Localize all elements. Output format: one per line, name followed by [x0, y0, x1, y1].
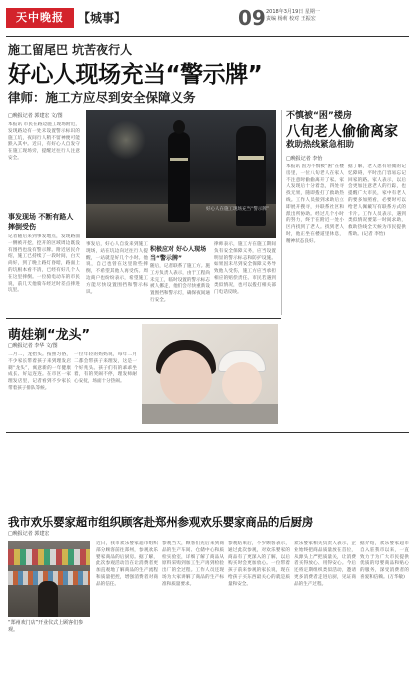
- feature-title: 萌娃剃“龙头”: [8, 328, 91, 343]
- right-column-b: 据了解，老人患有轻微的记忆障碍，平时出门容易忘记回家的路。家人表示，以后会更加注意老人的行踪，也提醒广大市民，家中有老人的要多加照看，必要时可以给老人佩戴写有联系方式的卡片。工作人员表示，遇到类似情况要第一时间求助，救助热线全天候为市民提供帮助。(记者 李怡): [348, 164, 406, 237]
- main-column-1: [8, 112, 80, 356]
- bottom-photo: [8, 541, 90, 617]
- bottom-byline: □晚报记者 郭建宏: [8, 531, 50, 537]
- section-divider: [6, 318, 281, 319]
- bottom-column-3: 参观结束后，不少顾客表示，通过此次参观，对欢乐婴家的商品有了更深入的了解，以后购买时会更加放心。一位带着孩子前来参观的家长说，现在给孩子买东西最关心的就是质量和安全。: [228, 541, 290, 587]
- feature-byline: □晚报记者 李华 文/图: [8, 343, 58, 349]
- section-label: 【城事】: [78, 11, 127, 25]
- person-silhouette: [168, 132, 190, 222]
- street-light: [106, 120, 146, 160]
- main-photo: [86, 110, 276, 238]
- reflective-stripe: [238, 156, 264, 160]
- main-column-3: [150, 242, 210, 305]
- reflective-stripe: [170, 158, 188, 161]
- bottom-headline: 我市欢乐婴家超市组织顾客赴郑州参观欢乐婴家商品的后厨房: [8, 515, 314, 529]
- baby-face: [222, 362, 262, 406]
- customer-silhouette: [38, 581, 58, 617]
- photo-caption: 好心人在施工现场充当“警示牌”: [206, 207, 270, 212]
- date-info: [266, 9, 406, 23]
- section1-title: 事发现场 不断有路人摔倒受伤: [8, 213, 74, 231]
- section2-body: 随后，记者联系了施工方。施工方负责人表示，由于工程尚未完工，临时设置的警示标志被人挪走，他们会尽快重新设置围挡和警示灯，确保夜间通行安全。: [150, 264, 210, 303]
- feature-photo: [142, 324, 278, 424]
- main-subheadline: 律师：施工方应尽到安全保障义务: [8, 90, 196, 105]
- adult-face: [160, 350, 212, 406]
- bottom-divider: [6, 432, 409, 433]
- bottom-column-5: 据介绍，欢乐婴家超市自入驻我市以来，一直致力于为广大市民提供优质的母婴商品和贴心的服务，深受消费者的喜爱和信赖。(万华敏): [360, 541, 409, 580]
- newspaper-logo: 天中晚报: [6, 8, 74, 28]
- bottom-column-1: 近日，我市欢乐婴家超市组织部分顾客前往郑州，参观欢乐婴家商品的后厨房。据了解，此次参观活动旨在让消费者更加直观地了解商品的生产流程和质量把控，增强消费者对商品的信任。: [96, 541, 158, 587]
- column-divider: [281, 110, 282, 315]
- feature-column-a: 二月二，龙抬头。按照习俗，不少家长带着孩子来到理发店剃“龙头”，寓意新的一年健康成长、好运连连。在市区一家理发店里，记者看到不少家长带着孩子排队等候。: [8, 352, 71, 391]
- masthead-divider: [6, 36, 409, 37]
- masthead: [6, 6, 409, 36]
- date-line: 2018年3月19日 星期一: [266, 9, 320, 15]
- section1-body: 记者随后来到事发地点，发现路面一侧被开挖，挖开的区域周边既没有围挡也没有警示牌。附近居民介绍，施工已持续了一段时间，白天尚好，到了晚上路灯昏暗，路面上的坑根本看不清，已经有好几个人在这里摔倒。一位骑电动车的市民说，前几天他骑车经过时差点摔进坑里。: [8, 234, 80, 294]
- main-headline: 好心人现场充当“警示牌”: [8, 62, 263, 88]
- right-kicker: 不慎被“困”楼房: [286, 111, 352, 121]
- right-subheadline: 救助热线紧急相助: [286, 140, 355, 150]
- main-column-4: 律师表示，施工方在施工期间负有安全保障义务，应当设置明显的警示标志和防护设施。如果因未尽到安全保障义务导致他人受伤，施工方应当承担相应的赔偿责任。市民若遇到类似情况，也可以拨打相关部门电话反映。: [214, 242, 276, 295]
- page-number: 09: [238, 6, 266, 30]
- right-headline: 八旬老人偷偷离家: [286, 124, 398, 140]
- main-kicker: 施工留尾巴 坑苦夜行人: [8, 43, 133, 57]
- main-column-2: 事发后，好心人自发来到施工现场，站在坑边向过往行人提醒，一站就是好几个小时。他说，自己也曾在这里险些摔倒，不希望其他人再受伤。周边商户也纷纷表示，希望施工方能尽快设置围挡和警示标识。: [86, 242, 148, 295]
- main-lead: 本报讯 市民在路边施工现场附近，发现路边有一处未设置警示标识的施工坑，夜间行人稍不留神便可能跌入其中。近日，有好心人自发守在施工现场旁，提醒过往行人注意安全。: [8, 122, 80, 161]
- bottom-column-4: 欢乐婴家相关负责人表示，企业始终把商品质量放在首位，从源头上严把质量关，让消费者买得放心、用得安心。今后还将定期组织类似活动，邀请更多消费者走进后厨，见证商品的生产过程。: [294, 541, 356, 587]
- clothing: [142, 404, 278, 424]
- store-shelf: [8, 549, 90, 565]
- right-byline: □晚报记者 李怡: [286, 156, 323, 162]
- section2-title: 积极应对 好心人现场当“警示牌”: [150, 246, 207, 262]
- right-column-a: 本报讯 因为不慎被“困”在楼房里，一位八旬老人在家人不注意时偷偷离开了家。家人发现后十分着急，四处寻找无果，随即拨打了救助热线。工作人员接到求助后立即展开搜寻，并联系社区和派出所协助。经过几个小时的努力，终于在附近一处小区内找到了老人。找到老人时，他正坐在楼道里休息，精神状态良好。: [286, 164, 344, 244]
- main-byline: □晚报记者 郭建宏 文/图: [8, 113, 63, 119]
- bottom-column-2: 参观当天，顾客们先后来到商品的生产车间、仓储中心和质检实验室，详细了解了商品从原料采购到加工生产再到检验出厂的全过程。工作人员还现场为大家讲解了商品的生产标准和质量要求。: [162, 541, 224, 587]
- editors-line: 责编 杨莉 校对 王振宏: [266, 16, 316, 22]
- feature-column-b: 一位年轻的妈妈说，每年二月二都会带孩子来理发，这是一个好兆头。孩子们有的乖乖坐着，有的哭闹不停，理发师耐心安抚，场面十分热闹。: [74, 352, 137, 385]
- bottom-photo-caption: “郑州欢门店”开业仪式上顾客们参观。: [8, 620, 84, 633]
